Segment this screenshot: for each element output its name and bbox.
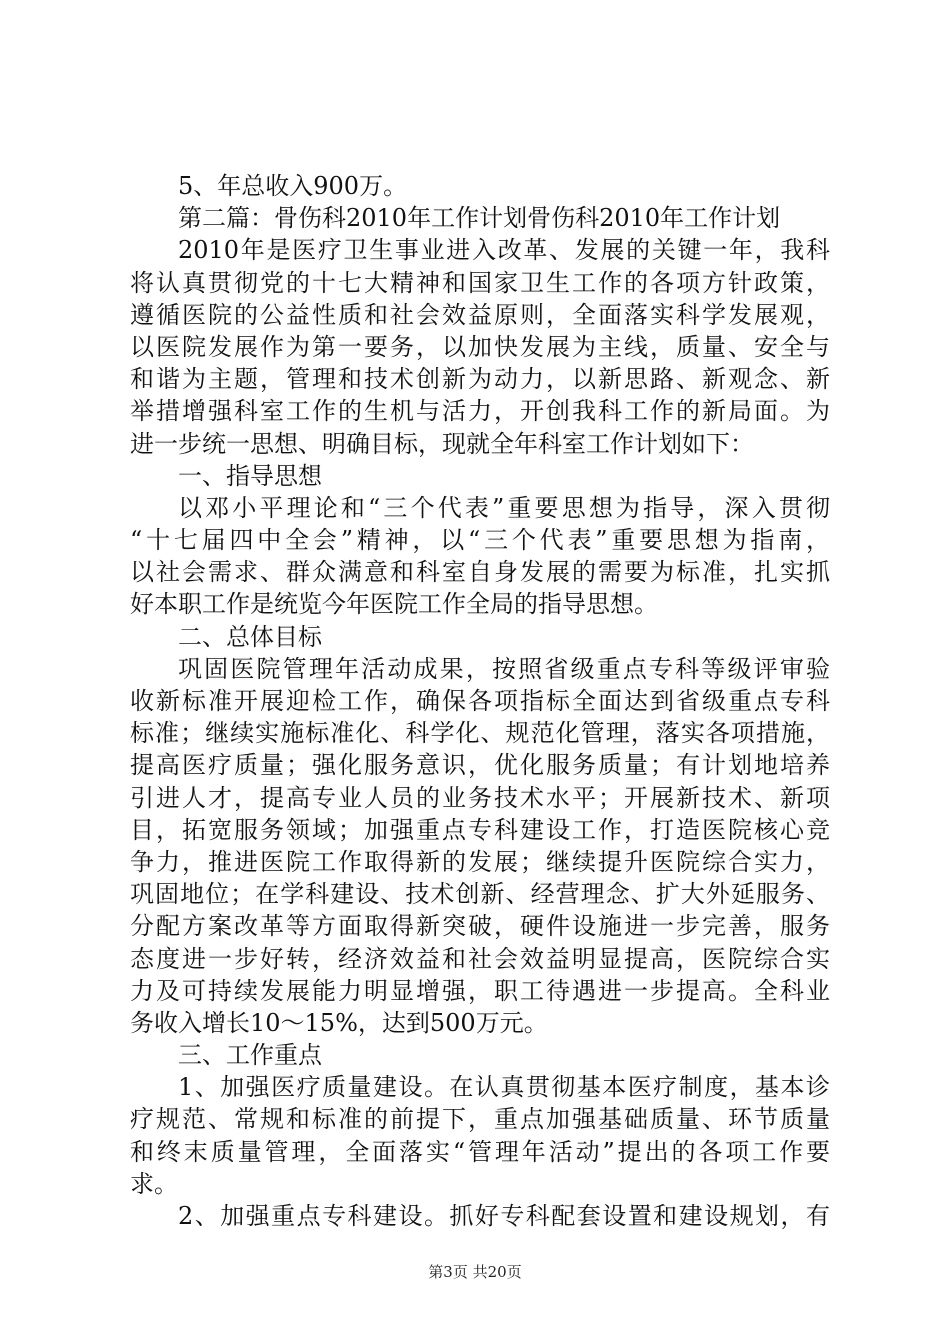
text-line: 目，拓宽服务领域；加强重点专科建设工作，打造医院核心竞	[130, 815, 830, 844]
text-line: 引进人才，提高专业人员的业务技术水平；开展新技术、新项	[130, 783, 830, 812]
document-body	[130, 170, 830, 1232]
text-line: 力及可持续发展能力明显增强，职工待遇进一步提高。全科业	[130, 976, 830, 1005]
text-line: 巩固地位；在学科建设、技术创新、经营理念、扩大外延服务、	[130, 880, 830, 909]
text-line: 态度进一步好转，经济效益和社会效益明显提高，医院综合实	[130, 944, 830, 973]
text-line: 1、加强医疗质量建设。在认真贯彻基本医疗制度，基本诊	[178, 1073, 830, 1102]
section-heading: 一、指导思想	[178, 461, 322, 490]
text-line: 好本职工作是统览今年医院工作全局的指导思想。	[130, 590, 658, 619]
text-line: 和谐为主题，管理和技术创新为动力，以新思路、新观念、新	[130, 365, 830, 394]
section-heading: 第二篇：骨伤科2010年工作计划骨伤科2010年工作计划	[178, 204, 781, 233]
section-heading: 三、工作重点	[178, 1041, 322, 1070]
text-line: 求。	[130, 1169, 178, 1198]
text-line: 以邓小平理论和“三个代表”重要思想为指导，深入贯彻	[178, 493, 830, 522]
text-line: 以社会需求、群众满意和科室自身发展的需要为标准，扎实抓	[130, 558, 830, 587]
text-line: 标准；继续实施标准化、科学化、规范化管理，落实各项措施，	[130, 719, 830, 748]
text-line: 收新标准开展迎检工作，确保各项指标全面达到省级重点专科	[130, 687, 830, 715]
text-line: 2、加强重点专科建设。抓好专科配套设置和建设规划，有	[178, 1202, 830, 1230]
text-line: 分配方案改革等方面取得新突破，硬件设施进一步完善，服务	[130, 912, 830, 941]
text-line: 进一步统一思想、明确目标，现就全年科室工作计划如下：	[130, 429, 754, 458]
text-line: 将认真贯彻党的十七大精神和国家卫生工作的各项方针政策，	[130, 268, 830, 297]
text-line: “十七届四中全会”精神，以“三个代表”重要思想为指南，	[130, 526, 830, 555]
text-line: 提高医疗质量；强化服务意识，优化服务质量；有计划地培养	[130, 751, 830, 780]
text-line: 务收入增长10～15%，达到500万元。	[130, 1008, 548, 1037]
text-line: 巩固医院管理年活动成果，按照省级重点专科等级评审验	[178, 654, 830, 683]
text-line: 和终末质量管理，全面落实“管理年活动”提出的各项工作要	[130, 1137, 830, 1166]
text-line: 以医院发展作为第一要务，以加快发展为主线，质量、安全与	[130, 332, 830, 361]
text-line: 5、年总收入900万。	[178, 172, 408, 200]
text-line: 疗规范、常规和标准的前提下，重点加强基础质量、环节质量	[130, 1105, 830, 1134]
section-heading: 二、总体目标	[178, 622, 322, 651]
text-line: 争力，推进医院工作取得新的发展；继续提升医院综合实力，	[130, 847, 830, 876]
page-number-footer: 第3页 共20页	[428, 1263, 522, 1281]
text-line: 遵循医院的公益性质和社会效益原则，全面落实科学发展观，	[130, 300, 830, 329]
text-line: 举措增强科室工作的生机与活力，开创我科工作的新局面。为	[130, 397, 830, 426]
text-line: 2010年是医疗卫生事业进入改革、发展的关键一年，我科	[178, 236, 830, 265]
